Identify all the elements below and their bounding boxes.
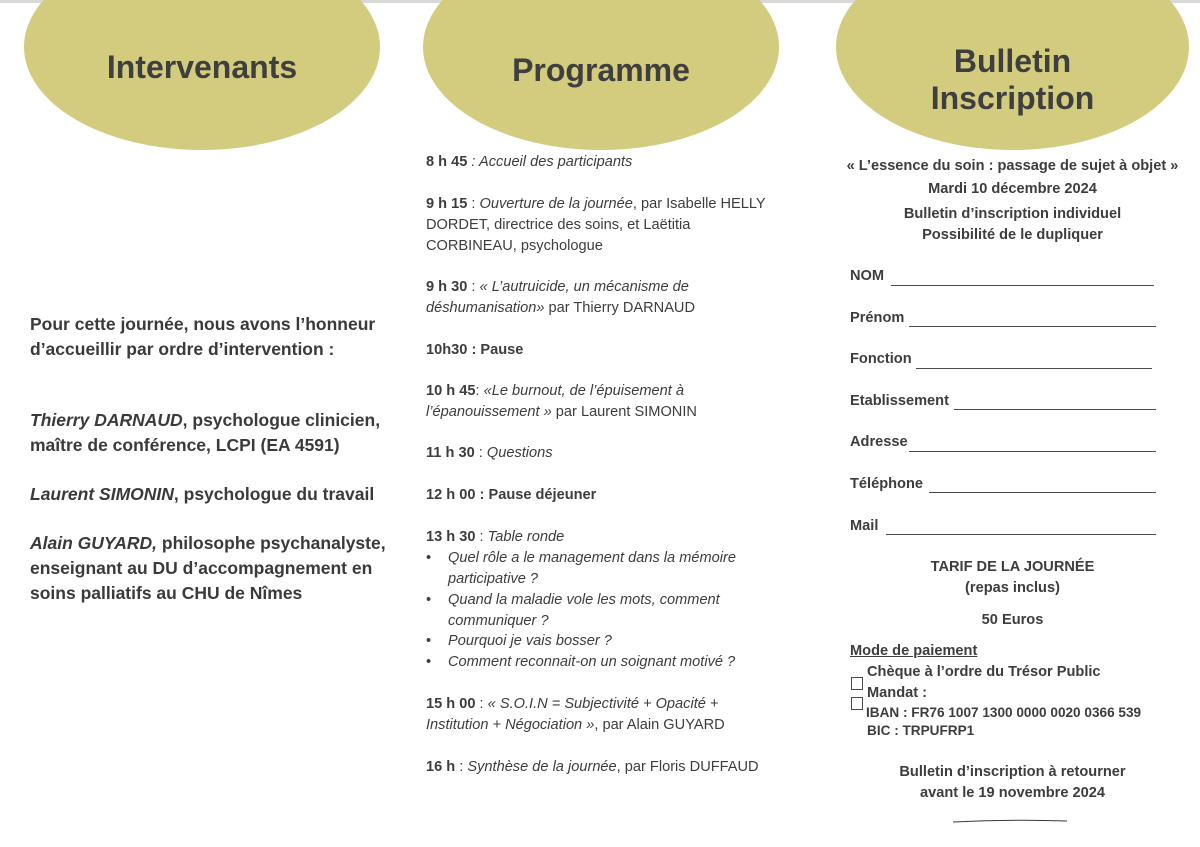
adresse-field[interactable] xyxy=(909,451,1156,452)
program-item: 8 h 45 : Accueil des participants xyxy=(426,154,633,170)
mail-field[interactable] xyxy=(886,534,1156,535)
field-label-fonction: Fonction xyxy=(850,351,912,367)
program-item: 10h30 : Pause xyxy=(426,342,524,358)
program-item: 16 h : Synthèse de la journée, par Floris DUFFAUD xyxy=(426,759,759,775)
program-item: 9 h 30 : « L’autruicide, un mécanisme de déshumanisation» par Thierry DARNAUD xyxy=(426,279,696,316)
program-item: 10 h 45: «Le burnout, de l’épuisement à l’épanouissement » par Laurent SIMONIN xyxy=(426,383,697,420)
field-label-etablissement: Etablissement xyxy=(850,393,949,409)
decorative-stroke xyxy=(952,818,1068,824)
nom-field[interactable] xyxy=(891,285,1154,286)
iban: IBAN : FR76 1007 1300 0000 0020 0366 539 xyxy=(866,705,1142,720)
section-title-intervenants: Intervenants xyxy=(106,49,298,85)
program-item: 13 h 30 : Table ronde xyxy=(426,529,565,545)
header-ellipse-intervenants xyxy=(24,0,380,150)
speaker-guyard: Alain GUYARD, philosophe psychanalyste, enseignant au DU d’accompagnement en soins palliatifs au CHU de Nîmes xyxy=(30,533,386,603)
tarif-heading: TARIF DE LA JOURNÉE xyxy=(930,559,1095,575)
cheque-checkbox[interactable] xyxy=(851,677,863,690)
payment-heading: Mode de paiement xyxy=(850,643,978,659)
field-label-telephone: Téléphone xyxy=(850,476,923,492)
field-label-mail: Mail xyxy=(850,518,879,534)
prenom-field[interactable] xyxy=(909,326,1156,327)
field-label-nom: NOM xyxy=(850,268,885,284)
header-ellipse-bulletin xyxy=(836,0,1189,150)
program-item: 12 h 00 : Pause déjeuner xyxy=(426,487,597,503)
form-subtitle: Bulletin d’inscription individuel xyxy=(903,206,1122,222)
mandat-checkbox[interactable] xyxy=(851,697,863,710)
bic: BIC : TRPUFRP1 xyxy=(867,723,975,738)
return-deadline: avant le 19 novembre 2024 xyxy=(920,785,1105,801)
return-note: Bulletin d’inscription à retourner xyxy=(899,764,1126,780)
section-title-programme: Programme xyxy=(512,52,690,88)
program-item: 9 h 15 : Ouverture de la journée, par Isabelle HELLY DORDET, directrice des soins, et Laëtitia CORBINEAU, psychologue xyxy=(426,196,766,254)
price: 50 Euros xyxy=(981,612,1044,628)
intro-text: Pour cette journée, nous avons l’honneur d’accueillir par ordre d’intervention : xyxy=(30,314,376,359)
telephone-field[interactable] xyxy=(929,492,1156,493)
program-item: 15 h 00 : « S.O.I.N = Subjectivité + Opacité + Institution + Négociation », par Alain GUYARD xyxy=(426,696,725,733)
program-item: 11 h 30 : Questions xyxy=(426,445,553,461)
form-note: Possibilité de le dupliquer xyxy=(922,227,1103,243)
etablissement-field[interactable] xyxy=(954,409,1156,410)
speaker-simonin: Laurent SIMONIN, psychologue du travail xyxy=(30,484,375,504)
field-label-adresse: Adresse xyxy=(850,434,908,450)
event-date: Mardi 10 décembre 2024 xyxy=(928,181,1097,197)
section-title-bulletin: Bulletin Inscription xyxy=(930,43,1095,116)
tarif-note: (repas inclus) xyxy=(965,580,1060,596)
event-title: « L’essence du soin : passage de sujet à objet » xyxy=(846,158,1179,174)
field-label-prenom: Prénom xyxy=(850,310,905,326)
payment-option-mandat: Mandat : xyxy=(867,685,927,701)
header-ellipse-programme xyxy=(423,0,779,150)
speaker-darnaud: Thierry DARNAUD, psychologue clinicien, maître de conférence, LCPI (EA 4591) xyxy=(30,410,381,455)
payment-option-cheque: Chèque à l’ordre du Trésor Public xyxy=(867,664,1101,680)
fonction-field[interactable] xyxy=(916,368,1152,369)
